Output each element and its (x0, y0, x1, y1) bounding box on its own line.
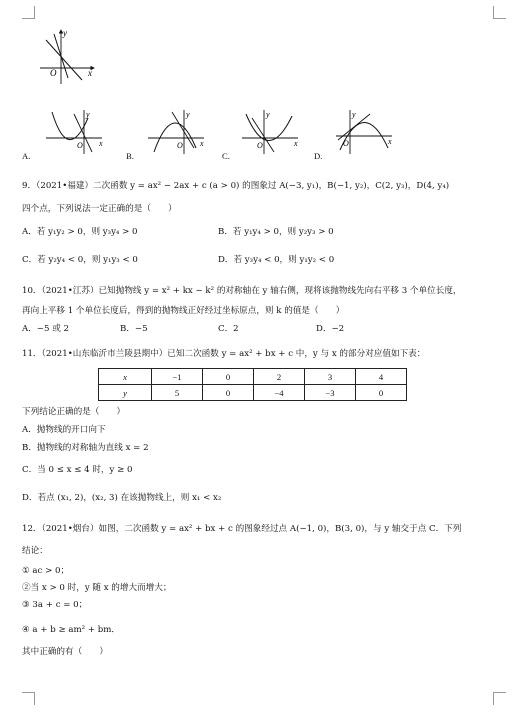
svg-text:x: x (99, 139, 103, 148)
table-cell: −3 (305, 385, 356, 401)
origin-label: O (50, 68, 57, 78)
q11-value-table (98, 368, 407, 401)
q12-conclusion-1: ① ac > 0； (22, 566, 70, 576)
option-b-label: B. (126, 151, 134, 161)
crop-mark-top-right (493, 6, 506, 19)
q12-conclusion-4: ④ a + b ≥ am² + bm． (22, 625, 121, 635)
q12-conclusion-2: ②当 x > 0 时，y 随 x 的增大而增大； (22, 583, 172, 593)
q11-option-c: C．当 0 ≤ x ≤ 4 时，y ≥ 0 (22, 465, 133, 475)
q12-ending: 其中正确的有（ ） (22, 647, 108, 657)
option-c-graph (240, 108, 302, 156)
q10-option-a: A．−5 或 2 (22, 324, 69, 334)
option-c-label: C. (222, 151, 230, 161)
svg-text:O: O (177, 141, 183, 150)
table-cell: x (99, 369, 152, 385)
q11-option-a: A．抛物线的开口向下 (22, 425, 106, 435)
svg-text:y: y (86, 110, 90, 119)
option-a-label: A. (22, 151, 31, 161)
q12-conclusion-3: ③ 3a + c = 0； (22, 600, 88, 610)
table-cell: 0 (203, 385, 254, 401)
q10-option-d: D．−2 (316, 324, 345, 334)
q11-option-b: B．抛物线的对称轴为直线 x = 2 (22, 443, 149, 453)
line-graph-figure (38, 28, 100, 86)
option-d-graph (334, 108, 396, 156)
svg-text:x: x (294, 139, 298, 148)
q10-option-c: C．2 (218, 324, 239, 334)
table-cell: 0 (356, 385, 407, 401)
table-cell: 3 (305, 369, 356, 385)
option-d-label: D. (314, 151, 323, 161)
q9-option-d: D．若 y₃y₄ < 0，则 y₁y₂ < 0 (218, 255, 335, 265)
table-cell: 0 (203, 369, 254, 385)
table-cell: −1 (152, 369, 203, 385)
q10-option-b: B．−5 (120, 324, 148, 334)
svg-text:O: O (257, 141, 263, 150)
x-axis-label: x (88, 68, 92, 78)
q9-stem: 9．（2021•福建）二次函数 y = ax² − 2ax + c (a > 0) 的图象过 A(−3, y₁)，B(−1, y₂)，C(2, y₃)，D(4, y₄) (22, 181, 450, 191)
table-cell: 5 (152, 385, 203, 401)
svg-text:y: y (352, 110, 356, 119)
crop-mark-bottom-left (22, 692, 35, 705)
svg-text:y: y (186, 110, 190, 119)
y-axis-label: y (63, 28, 67, 38)
option-b-graph (146, 108, 206, 156)
table-cell: −4 (254, 385, 305, 401)
svg-text:x: x (388, 137, 392, 146)
q10-stem: 10．（2021•江苏）已知抛物线 y = x² + kx − k² 的对称轴在 y 轴右侧，现将该抛物线先向右平移 3 个单位长度， (22, 286, 462, 296)
q11-option-d: D．若点 (x₁, 2)，(x₂, 3) 在该抛物线上，则 x₁ < x₂ (22, 493, 222, 503)
q10-stem-2: 再向上平移 1 个单位长度后，得到的抛物线正好经过坐标原点，则 k 的值是（ ） (22, 306, 345, 316)
q9-option-a: A．若 y₁y₂ > 0，则 y₃y₄ > 0 (22, 227, 138, 237)
q11-stem: 11．（2021•山东临沂市兰陵县期中）已知二次函数 y = ax² + bx + c 中，y 与 x 的部分对应值如下表： (22, 349, 426, 359)
crop-mark-bottom-right (493, 692, 506, 705)
table-row-x (99, 369, 407, 385)
table-row-y (99, 385, 407, 401)
q9-stem-2: 四个点，下列说法一定正确的是（ ） (22, 204, 177, 214)
option-a-graph (44, 108, 106, 156)
table-cell: 4 (356, 369, 407, 385)
svg-text:x: x (200, 139, 204, 148)
crop-mark-top-left (22, 6, 35, 19)
table-cell: 2 (254, 369, 305, 385)
svg-text:O: O (343, 139, 349, 148)
svg-text:y: y (266, 110, 270, 119)
q11-after-table: 下列结论正确的是（ ） (22, 407, 126, 417)
q9-option-b: B．若 y₁y₄ > 0，则 y₂y₃ > 0 (218, 227, 334, 237)
q12-stem: 12．（2021•烟台）如图，二次函数 y = ax² + bx + c 的图象经过点 A(−1, 0)，B(3, 0)，与 y 轴交于点 C．下列 (22, 524, 462, 534)
table-cell: y (99, 385, 152, 401)
q12-stem-2: 结论： (22, 546, 48, 556)
q9-option-c: C．若 y₂y₄ < 0，则 y₁y₃ < 0 (22, 255, 138, 265)
svg-text:O: O (77, 141, 83, 150)
